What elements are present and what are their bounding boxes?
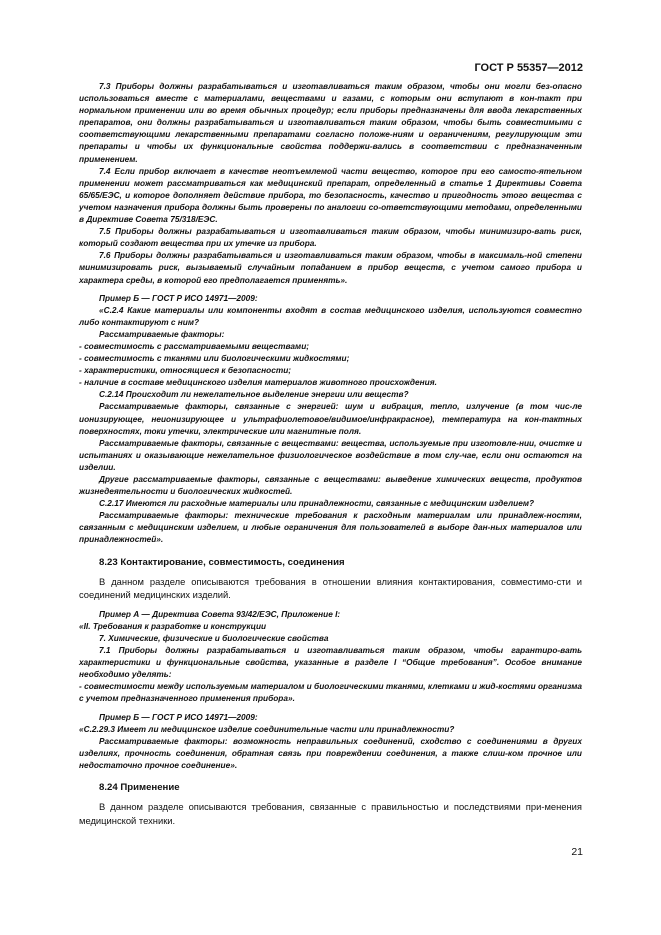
factors-label: Рассматриваемые факторы: xyxy=(99,328,225,339)
page-content xyxy=(79,80,582,827)
requirements-heading: «II. Требования к разработке и конструкции xyxy=(79,620,267,631)
question-c-2-14: С.2.14 Происходит ли нежелательное выделение энергии или веществ? xyxy=(99,389,409,400)
connection-factors: Рассматриваемые факторы: возможность неправильных соединений, сходство с соединениями в других изделиях, прочность соединения, обратная связь при повреждении соединения, а также слиш-ком прочное или недостаточно прочное соединение». xyxy=(79,735,582,770)
clause-7-5: 7.5 Приборы должны разрабатываться и изготавливаться таким образом, чтобы минимизиро-вать риск, который создают вещества при их утечке из прибора. xyxy=(79,226,582,249)
clause-7-1: 7.1 Приборы должны разрабатываться и изготавливаться таким образом, чтобы гарантиро-вать характеристики и функциональные свойства, указанные в разделе I “Общие требования”. Особое внимание необходимо уделять: xyxy=(79,645,582,680)
factor-item: - наличие в составе медицинского изделия материалов животного происхождения. xyxy=(79,377,437,388)
clause-7-6: 7.6 Приборы должны разрабатываться и изготавливаться таким образом, чтобы в максималь-ной степени минимизировать риск, вызываемый случайным попаданием в прибор веществ, с учетом самого прибора и характера среды, в которой его предполагается применять». xyxy=(79,250,582,285)
example-b-title: Пример Б — ГОСТ Р ИСО 14971—2009: xyxy=(99,292,258,303)
clause-7-3: 7.3 Приборы должны разрабатываться и изготавливаться таким образом, чтобы они могли без-опасно использоваться вместе с материалами, веществами и газами, с которым они вступают в кон-такт при нормальном применении или во время обычных процедур; если приборы предназначены для ввода лекарственных препаратов, они должны разрабатываться и изготавливаться таким образом, чтобы быть совместимыми с соответствующими лекарственными препаратами согласно положе-ниям и ограничениям, регулирующим эти препараты и чтобы их функциональные свойства поддержи-вались в соответствии с предназначенным применением. xyxy=(79,81,582,164)
question-c-2-17: С.2.17 Имеются ли расходные материалы или принадлежности, связанные с медицинским изделием? xyxy=(99,498,535,509)
factor-item: - характеристики, относящиеся к безопасности; xyxy=(79,365,292,376)
factor-item: - совместимость с рассматриваемыми веществами; xyxy=(79,340,310,351)
section-8-23-text: В данном разделе описываются требования в отношении влияния контактирования, совместимо-сти и соединений медицинских изделий. xyxy=(79,575,582,601)
section-heading-8-24: 8.24 Применение xyxy=(99,781,180,793)
page-number: 21 xyxy=(571,846,583,858)
other-factors: Другие рассматриваемые факторы, связанные с веществами: выведение химических веществ, продуктов жизнедеятельности и биологических жидкостей. xyxy=(79,474,582,497)
substance-factors: Рассматриваемые факторы, связанные с веществами: вещества, используемые при изготовле-нии, очистке и испытаниях и оказывающие нежелательное физиологическое воздействие в том слу-чае, если они остаются на изделии. xyxy=(79,437,582,472)
document-id-header: ГОСТ Р 55357—2012 xyxy=(474,62,583,74)
energy-factors: Рассматриваемые факторы, связанные с энергией: шум и вибрация, тепло, излучение (в том чис-ле ионизирующее, неионизирующее и ультрафиолетовое/видимое/инфракрасное), температура на кон-тактных поверхностях, токи утечки, электрические или магнитные поля. xyxy=(79,401,582,436)
compatibility-item: - совместимости между используемым материалом и биологическими тканями, клетками и жид-костями организма с учетом предназначенного применения прибора». xyxy=(79,681,582,704)
question-c-2-4: «С.2.4 Какие материалы или компоненты входят в состав медицинского изделия, используются совместно либо контактируют с ним? xyxy=(79,304,582,327)
section-heading-8-23: 8.23 Контактирование, совместимость, соединения xyxy=(99,556,345,568)
example-a-title: Пример А — Директива Совета 93/42/ЕЭС, Приложение I: xyxy=(99,608,341,619)
consumables-factors: Рассматриваемые факторы: технические требования к расходным материалам или принадлеж-ностям, связанным с медицинским изделием, и любые ограничения для пользователей в выборе дан-ных материалов или принадлежностей». xyxy=(79,510,582,545)
example-b-title-2: Пример Б — ГОСТ Р ИСО 14971—2009: xyxy=(99,711,258,722)
clause-7-4: 7.4 Если прибор включает в качестве неотъемлемой части вещество, которое при его самосто-ятельном применении может рассматриваться как медицинский препарат, определенный в статье 1 Директивы Совета 65/65/ЕЭС, и которое дополняет действие прибора, то безопасность, качество и пригодность этого вещества с учетом назначения прибора должны быть проверены по аналогии со-ответствующими методами, определенными в Директиве Совета 75/318/ЕЭС. xyxy=(79,165,582,225)
question-c-2-29-3: «С.2.29.3 Имеет ли медицинское изделие соединительные части или принадлежности? xyxy=(79,723,455,734)
factor-item: - совместимость с тканями или биологическими жидкостями; xyxy=(79,353,350,364)
section-8-24-text: В данном разделе описываются требования, связанные с правильностью и последствиями при-менения медицинской техники. xyxy=(79,800,582,826)
properties-heading: 7. Химические, физические и биологические свойства xyxy=(99,632,329,643)
